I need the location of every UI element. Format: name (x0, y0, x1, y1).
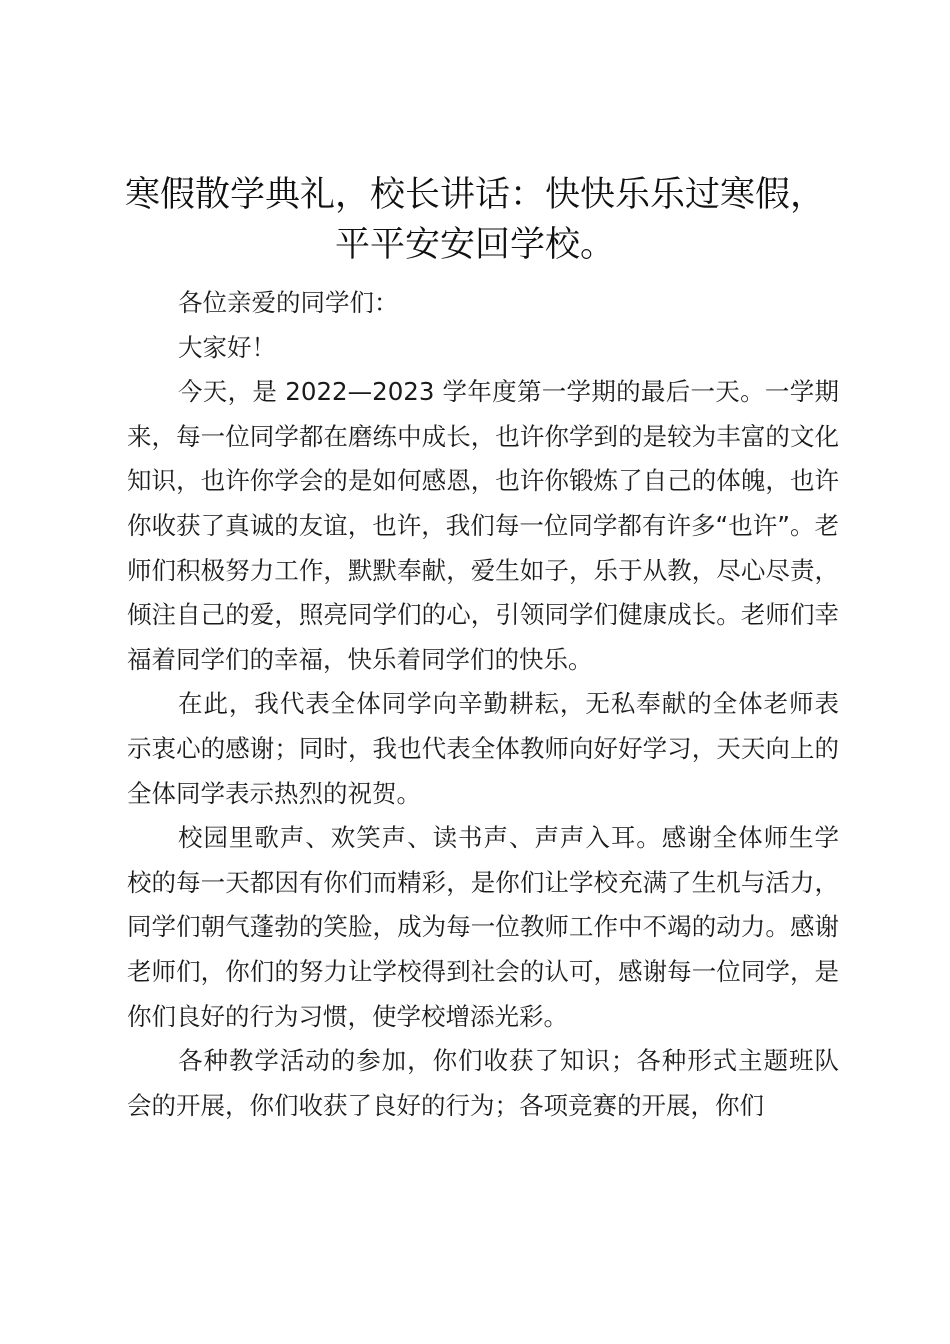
document-title (110, 170, 840, 270)
body-paragraph: 在此，我代表全体同学向辛勤耕耘，无私奉献的全体老师表示衷心的感谢；同时，我也代表全体教师向好好学习，天天向上的全体同学表示热烈的祝贺。 (127, 689, 839, 808)
title-line-2: 平平安安回学校。 (334, 225, 615, 265)
greeting-paragraph: 各位亲爱的同学们： (178, 288, 399, 317)
salutation-paragraph: 大家好！ (178, 332, 276, 362)
body-paragraph: 今天，是 2022—2023 学年度第一学期的最后一天。一学期来，每一位同学都在磨练中成长，也许你学到的是较为丰富的文化知识，也许你学会的是如何感恩，也许你锻炼了自己的体魄，也许你收获了真诚的友谊，也许，我们每一位同学都有许多“也许”。老师们积极努力工作，默默奉献，爱生如子，乐于从教，尽心尽责，倾注自己的爱，照亮同学们的心，引领同学们健康成长。老师们幸福着同学们的幸福，快乐着同学们的快乐。 (127, 377, 839, 674)
title-line-1: 寒假散学典礼，校长讲话：快快乐乐过寒假， (124, 175, 825, 215)
body-paragraph: 各种教学活动的参加，你们收获了知识；各种形式主题班队会的开展，你们收获了良好的行为；各项竞赛的开展，你们 (127, 1046, 839, 1120)
document-body (127, 281, 839, 1128)
body-paragraph: 校园里歌声、欢笑声、读书声、声声入耳。感谢全体师生学校的每一天都因有你们而精彩，是你们让学校充满了生机与活力，同学们朝气蓬勃的笑脸，成为每一位教师工作中不竭的动力。感谢老师们，你们的努力让学校得到社会的认可，感谢每一位同学，是你们良好的行为习惯，使学校增添光彩。 (127, 823, 839, 1031)
